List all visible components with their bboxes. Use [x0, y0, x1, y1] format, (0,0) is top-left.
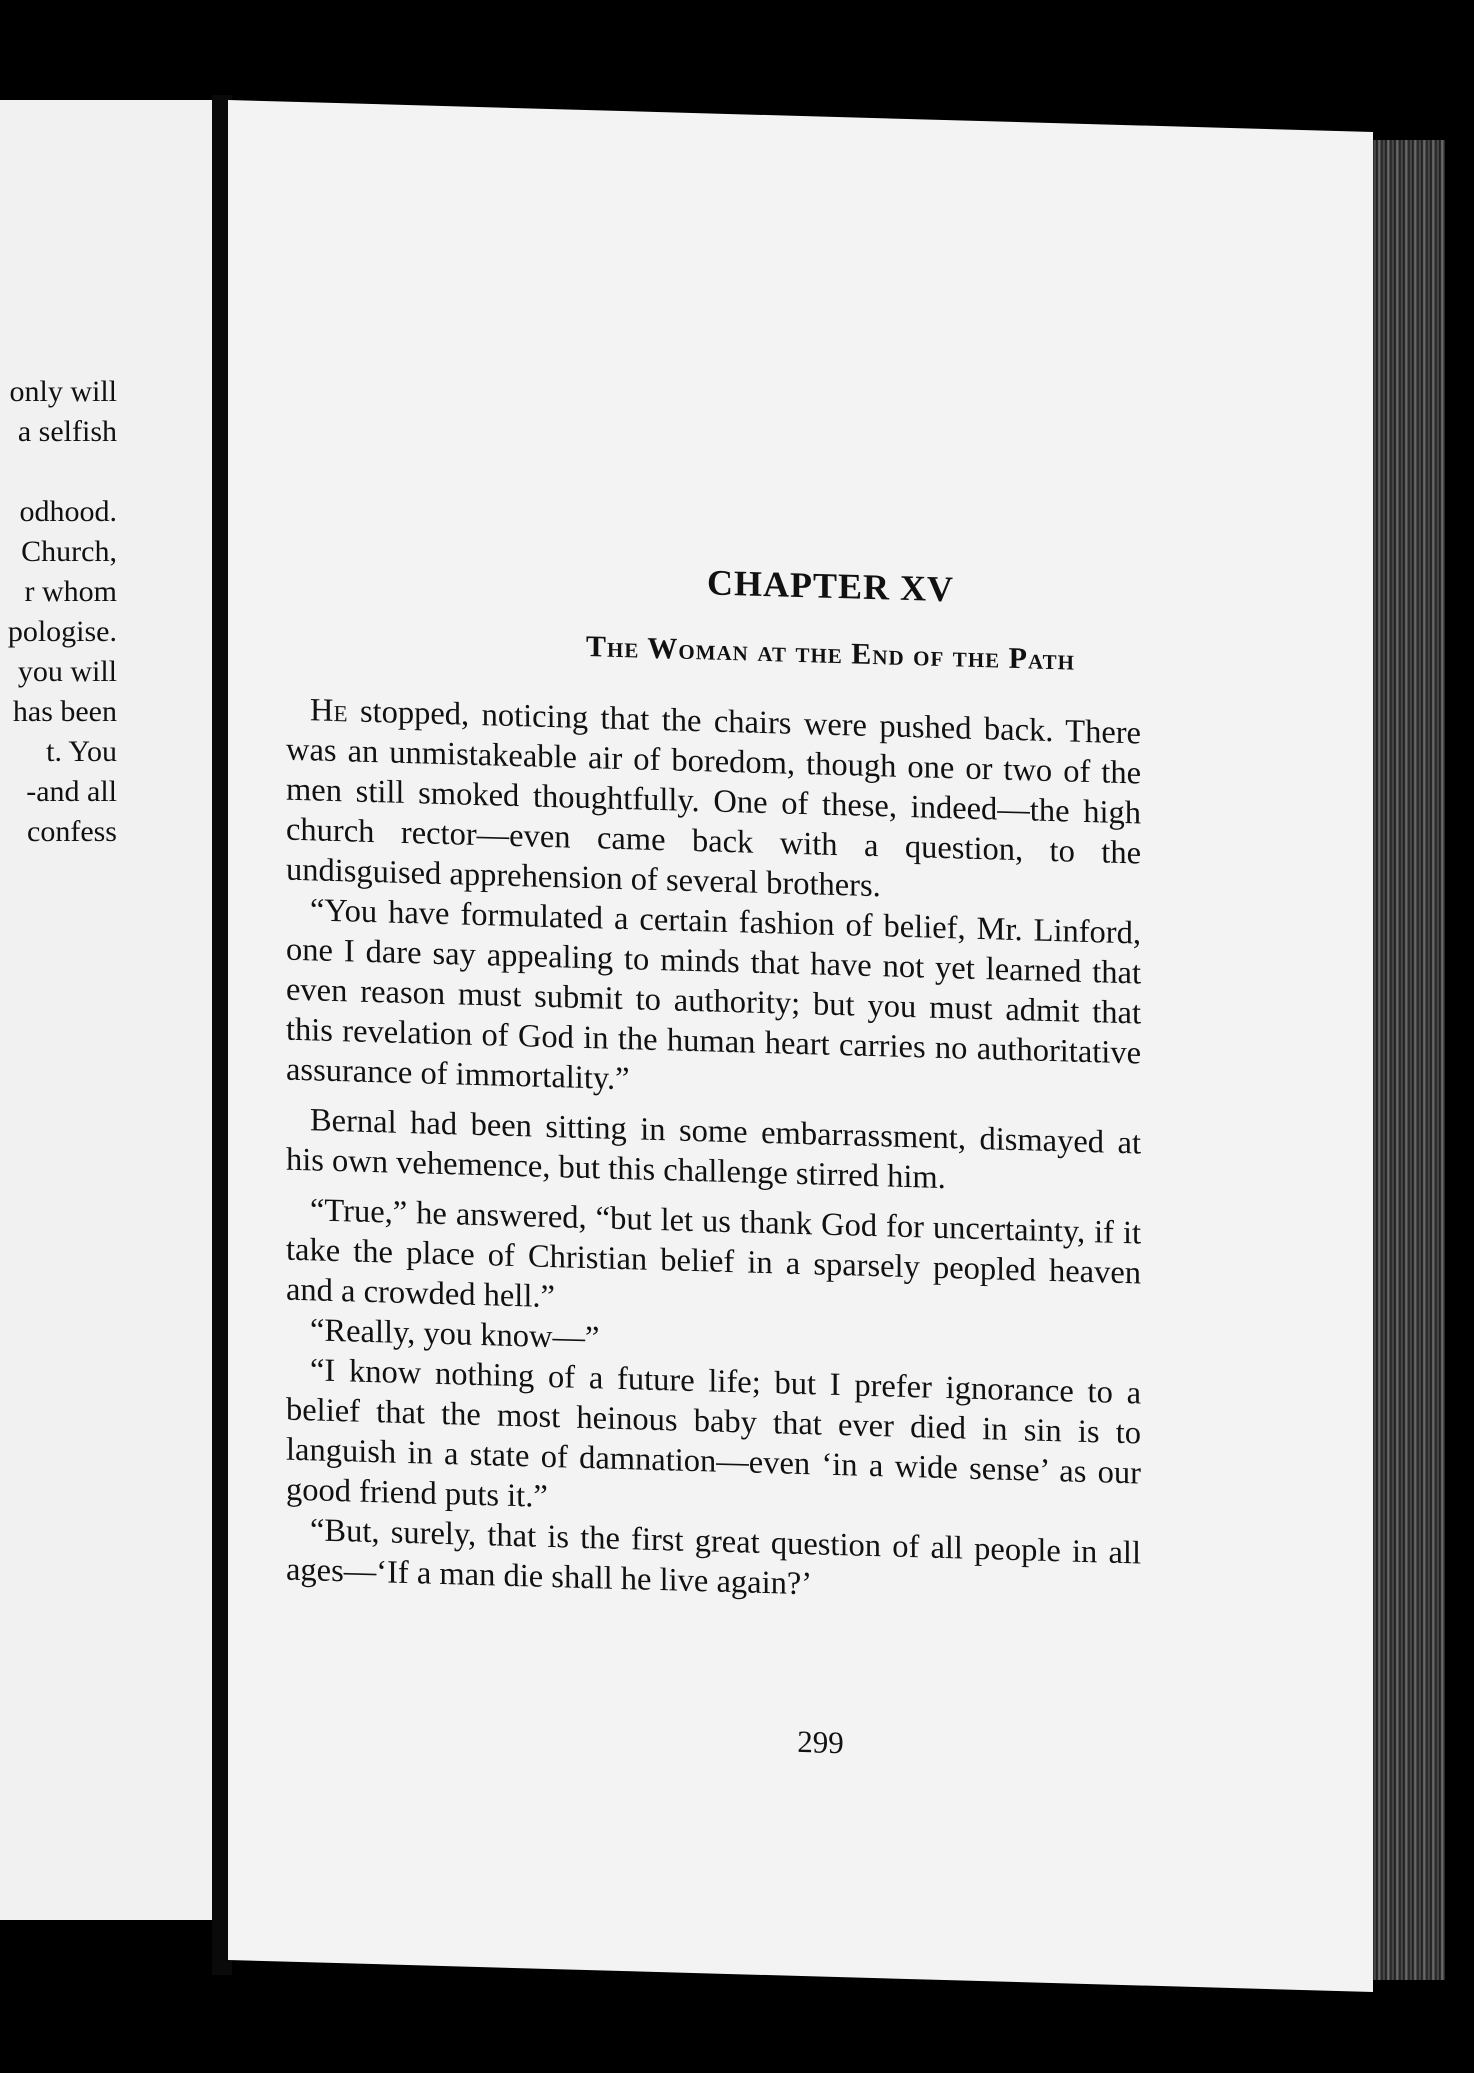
left-page-line: you will [17, 655, 117, 688]
left-page-line: Church, [21, 535, 117, 568]
right-page [228, 100, 1373, 1992]
paragraph: Bernal had been sitting in some embarrassment, dismayed at his own vehemence, but this challenge stirred him. [286, 1102, 1141, 1197]
paragraph: “But, surely, that is the first great question of all people in all ages—‘If a man die shall he live again?’ [286, 1512, 1141, 1603]
paragraph: “You have formulated a certain fashion of belief, Mr. Linford, one I dare say appealing to minds that have not yet learned that even reason must submit to authority; but you must admit that this revelation of God in the human heart carries no authoritative assurance of immortality.” [286, 892, 1141, 1098]
left-page-line: pologise. [7, 615, 117, 648]
left-page-line: has been [12, 695, 117, 728]
page-number: 299 [797, 1723, 844, 1761]
paragraph [286, 690, 1141, 914]
chapter-title: CHAPTER XV [706, 562, 954, 610]
left-page-line: confess [27, 815, 117, 848]
paragraph: “I know nothing of a future life; but I prefer ignorance to a belief that the most heinous baby that ever died in sin is to languish in a state of damnation—even ‘in a wide sense’ as our good friend puts it.” [286, 1352, 1141, 1515]
left-page-line: -and all [26, 775, 117, 808]
scan-border [1445, 0, 1474, 2073]
chapter-body [286, 690, 1141, 1614]
paragraph: “True,” he answered, “but let us thank God for uncertainty, if it take the place of Christian belief in a sparsely peopled heaven and a crowded hell.” [286, 1192, 1141, 1316]
left-page-line: a selfish [17, 415, 117, 448]
left-page-line: only will [9, 375, 117, 408]
paragraph: “Really, you know—” [310, 1312, 600, 1357]
left-page-fragment [0, 100, 212, 1920]
left-page-line: t. You [46, 735, 117, 768]
chapter-subtitle: The Woman at the End of the Path [586, 630, 1075, 677]
left-page-line: r whom [24, 575, 117, 608]
paragraph-lead: He [310, 692, 348, 730]
left-page-line: odhood. [19, 495, 117, 528]
paragraph-text: stopped, noticing that the chairs were pushed back. There was an unmistakeable air of boredom, though one or two of the men still smoked thoughtfully. One of these, indeed—the high church rector—even came back with a question, to the undisguised apprehension of several brothers. [286, 693, 1141, 905]
